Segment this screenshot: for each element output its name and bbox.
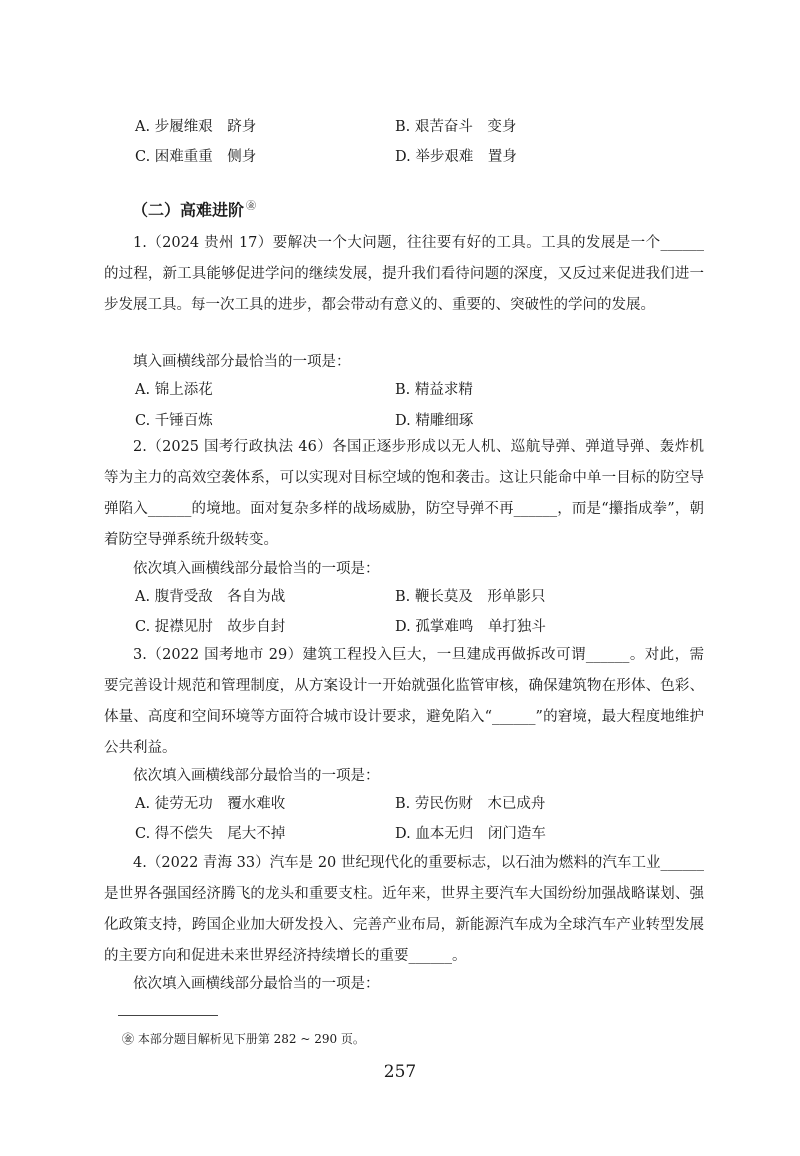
footnote: ㊎ 本部分题目解析见下册第 282 ~ 290 页。 bbox=[122, 1032, 365, 1046]
q1-option-d: D. 精雕细琢 bbox=[395, 413, 474, 429]
section-title-text: （二）高难进阶 bbox=[132, 200, 245, 220]
q3-option-d: D. 血本无归 闭门造车 bbox=[395, 826, 546, 842]
page-number: 257 bbox=[383, 1062, 417, 1082]
option-row bbox=[135, 792, 695, 820]
option-row bbox=[135, 615, 695, 643]
q3-option-c: C. 得不偿失 尾大不掉 bbox=[135, 826, 286, 842]
option-row bbox=[135, 378, 695, 406]
q2-option-c: C. 捉襟见肘 故步自封 bbox=[135, 619, 286, 635]
q3-option-b: B. 劳民伤财 木已成舟 bbox=[395, 796, 546, 812]
footnote-divider bbox=[118, 1015, 218, 1016]
option-d: D. 举步艰难 置身 bbox=[395, 149, 517, 165]
option-row bbox=[135, 585, 695, 613]
q2-option-a: A. 腹背受敌 各自为战 bbox=[135, 589, 286, 605]
question-2-text: 2.（2025 国考行政执法 46）各国正逐步形成以无人机、巡航导弹、弹道导弹、轰炸机等为主力的高效空袭体系，可以实现对目标空域的饱和袭击。这让只能命中单一目标的防空导弹陷入______的境地。面对复杂多样的战场威胁，防空导弹不再______，而是“攥指成拳”，朝着防空导弹系统升级转变。 bbox=[104, 439, 704, 548]
question-3-prompt: 依次填入画横线部分最恰当的一项是： bbox=[133, 768, 380, 784]
q1-option-b: B. 精益求精 bbox=[395, 382, 473, 398]
option-a: A. 步履维艰 跻身 bbox=[135, 119, 257, 135]
question-4-text: 4.（2022 青海 33）汽车是 20 世纪现代化的重要标志，以石油为燃料的汽车工业______是世界各强国经济腾飞的龙头和重要支柱。近年来，世界主要汽车大国纷纷加强战略谋划、强化政策支持，跨国企业加大研发投入、完善产业布局，新能源汽车成为全球汽车产业转型发展的主要方向和促进未来世界经济持续增长的重要______。 bbox=[104, 855, 704, 964]
section-mark: ㊎ bbox=[246, 201, 257, 212]
question-1-text: 1.（2024 贵州 17）要解决一个大问题，往往要有好的工具。工具的发展是一个______的过程，新工具能够促进学问的继续发展，提升我们看待问题的深度，又反过来促进我们进一步发展工具。每一次工具的进步，都会带动有意义的、重要的、突破性的学问的发展。 bbox=[104, 235, 704, 313]
option-c: C. 困难重重 侧身 bbox=[135, 149, 257, 165]
question-3-text: 3.（2022 国考地市 29）建筑工程投入巨大，一旦建成再做拆改可谓______。对此，需要完善设计规范和管理制度，从方案设计一开始就强化监管审核，确保建筑物在形体、色彩、体量、高度和空间环境等方面符合城市设计要求，避免陷入“______”的窘境，最大程度地维护公共利益。 bbox=[104, 647, 704, 756]
question-4-prompt: 依次填入画横线部分最恰当的一项是： bbox=[133, 976, 380, 992]
q3-option-a: A. 徒劳无功 覆水难收 bbox=[135, 796, 286, 812]
q2-option-d: D. 孤掌难鸣 单打独斗 bbox=[395, 619, 546, 635]
option-row bbox=[135, 115, 695, 143]
option-b: B. 艰苦奋斗 变身 bbox=[395, 119, 517, 135]
question-1-prompt: 填入画横线部分最恰当的一项是： bbox=[133, 354, 351, 370]
question-2-prompt: 依次填入画横线部分最恰当的一项是： bbox=[133, 561, 380, 577]
q1-option-c: C. 千锤百炼 bbox=[135, 413, 213, 429]
option-row bbox=[135, 145, 695, 173]
section-title bbox=[132, 197, 256, 220]
option-row bbox=[135, 822, 695, 850]
q2-option-b: B. 鞭长莫及 形单影只 bbox=[395, 589, 546, 605]
q1-option-a: A. 锦上添花 bbox=[135, 382, 213, 398]
